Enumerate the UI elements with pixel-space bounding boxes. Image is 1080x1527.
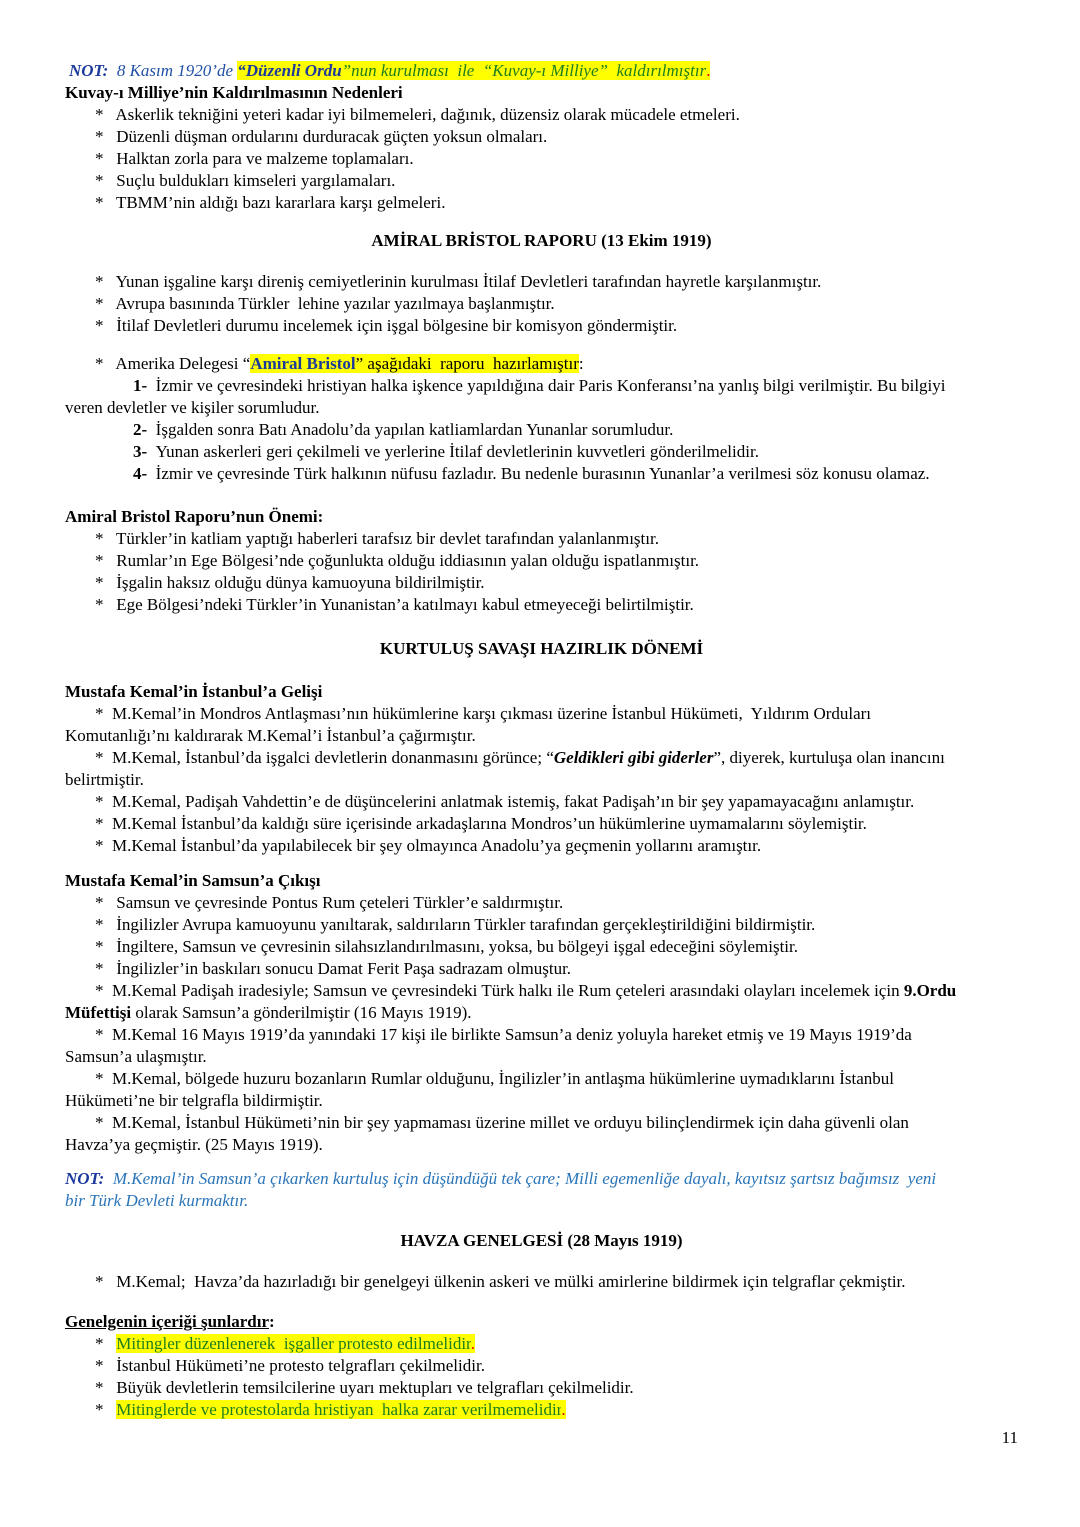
text-segment: * (95, 1025, 112, 1044)
paragraph-line (65, 1112, 1018, 1134)
text-segment: * (95, 171, 117, 190)
text-segment: * (95, 1113, 112, 1132)
continuation-line (65, 1190, 1018, 1212)
text-segment: Mitingler düzenlenerek işgaller protesto edilmelidir (116, 1334, 471, 1353)
bullet-item (65, 126, 1018, 148)
text-segment: * (95, 748, 112, 767)
text-segment: 9.Ordu (903, 981, 957, 1000)
subheading (65, 1311, 1018, 1333)
paragraph-line (65, 703, 1018, 725)
text-segment: belirtmiştir. (65, 770, 144, 789)
text-segment: ” aşağıdaki raporu hazırlamıştır (355, 354, 579, 373)
text-segment: İzmir ve çevresinde Türk halkının nüfusu fazladır. Bu nedenle burasının Yunanlar’a verilmesi söz konusu olamaz. (155, 464, 930, 483)
text-segment: KURTULUŞ SAVAŞI HAZIRLIK DÖNEMİ (379, 639, 704, 658)
bullet-item (65, 572, 1018, 594)
text-segment: veren devletler ve kişiler sorumludur. (65, 398, 320, 417)
text-segment: * (95, 105, 116, 124)
text-segment: 8 Kasım 1920’de (108, 61, 238, 80)
text-segment: * (95, 149, 117, 168)
text-segment: * (95, 893, 117, 912)
numbered-item (65, 419, 1018, 441)
paragraph-line (65, 835, 1018, 857)
text-segment: İngilizler’in baskıları sonucu Damat Ferit Paşa sadrazam olmuştur. (116, 959, 572, 978)
text-segment: Müfettişi (65, 1003, 132, 1022)
text-segment: . (561, 1400, 566, 1419)
text-segment: * (95, 193, 116, 212)
text-segment: * (95, 316, 117, 335)
text-segment: . (706, 61, 711, 80)
paragraph-line (65, 1068, 1018, 1090)
text-segment: Yunan işgaline karşı direniş cemiyetlerinin kurulması İtilaf Devletleri tarafından hayretle karşılanmıştır. (115, 272, 822, 291)
continuation-line (65, 1134, 1018, 1156)
text-segment: Türkler’in katliam yaptığı haberleri tarafsız bir devlet tarafından yalanlanmıştır. (115, 529, 659, 548)
text-segment: TBMM’nin aldığı bazı kararlara karşı gelmeleri. (115, 193, 446, 212)
text-segment: ”, diyerek, kurtuluşa olan inancını (713, 748, 945, 767)
bullet-item (65, 1399, 1018, 1421)
bullet-item (65, 594, 1018, 616)
text-segment: * (95, 1069, 112, 1088)
text-segment: AMİRAL BRİSTOL RAPORU (13 Ekim 1919) (371, 231, 712, 250)
text-segment: Halktan zorla para ve malzeme toplamaları. (116, 149, 414, 168)
bullet-item (65, 892, 1018, 914)
bullet-item (65, 914, 1018, 936)
paragraph-line (65, 747, 1018, 769)
bullet-item (65, 1377, 1018, 1399)
text-segment: Genelgenin içeriği şunlardır (65, 1312, 269, 1331)
text-segment: * (95, 915, 117, 934)
bullet-item (65, 170, 1018, 192)
text-segment: İngilizler Avrupa kamuoyunu yanıltarak, saldırıların Türkler tarafından gerçekleştirildiğini bildirmiştir. (116, 915, 816, 934)
text-segment: * (95, 294, 116, 313)
text-segment: M.Kemal, İstanbul’da işgalci devletlerin donanmasını görünce; “ (112, 748, 554, 767)
text-segment: İtilaf Devletleri durumu incelemek için işgal bölgesine bir komisyon göndermiştir. (116, 316, 678, 335)
text-segment: M.Kemal, bölgede huzuru bozanların Rumlar olduğunu, İngilizler’in antlaşma hükümlerine uymadıklarını İstanbul (112, 1069, 894, 1088)
bullet-item (65, 293, 1018, 315)
section-heading (65, 638, 1018, 660)
text-segment: 11 (1001, 1428, 1018, 1447)
section-heading (65, 1230, 1018, 1252)
text-segment: * (95, 1356, 117, 1375)
text-segment: NOT: (69, 61, 109, 80)
numbered-item (65, 375, 1018, 397)
paragraph-line (65, 980, 1018, 1002)
subheading (65, 82, 1018, 104)
subheading (65, 681, 1018, 703)
paragraph-line (65, 1024, 1018, 1046)
text-segment: “Düzenli Ordu (237, 61, 342, 80)
text-segment: ”nun kurulması ile “Kuvay-ı Milliye” kaldırılmıştır (341, 61, 707, 80)
text-segment: İzmir ve çevresindeki hristiyan halka işkence yapıldığına dair Paris Konferansı’na yanlış bilgi verilmiştir. Bu bilgiyi (155, 376, 946, 395)
paragraph-line (65, 813, 1018, 835)
text-segment: İstanbul Hükümeti’ne protesto telgrafları çekilmelidir. (116, 1356, 485, 1375)
text-segment: HAVZA GENELGESİ (28 Mayıs 1919) (400, 1231, 683, 1250)
text-segment: Mitinglerde ve protestolarda hristiyan halka zarar verilmemelidir (116, 1400, 562, 1419)
text-segment: M.Kemal; Havza’da hazırladığı bir genelgeyi ülkenin askeri ve mülki amirlerine bildirmek için telgraflar çekmiştir. (116, 1272, 906, 1291)
text-segment: * (95, 836, 112, 855)
continuation-line (65, 1046, 1018, 1068)
continuation-line (65, 397, 1018, 419)
text-segment: * (95, 704, 112, 723)
bullet-item (65, 104, 1018, 126)
continuation-line (65, 1090, 1018, 1112)
text-segment: 3- (133, 442, 156, 461)
text-segment: Düzenli düşman ordularını durduracak güçten yoksun olmaları. (116, 127, 548, 146)
text-segment: * (95, 551, 117, 570)
text-segment: Suçlu buldukları kimseleri yargılamaları. (116, 171, 396, 190)
text-segment: Avrupa basınında Türkler lehine yazılar yazılmaya başlanmıştır. (115, 294, 555, 313)
text-segment: M.Kemal, Padişah Vahdettin’e de düşüncelerini anlatmak istemiş, fakat Padişah’ın bir şey yapamayacağını anlamıştır. (112, 792, 915, 811)
bullet-item (65, 315, 1018, 337)
text-segment: M.Kemal’in Samsun’a çıkarken kurtuluş için düşündüğü tek çare; Milli egemenliğe dayalı, kayıtsız şartsız bağımsız yeni (104, 1169, 937, 1188)
text-segment: Samsun’a ulaşmıştır. (65, 1047, 207, 1066)
bullet-item (65, 550, 1018, 572)
text-segment: M.Kemal Padişah iradesiyle; Samsun ve çevresindeki Türk halkı ile Rum çeteleri arasındaki olayları incelemek için (112, 981, 904, 1000)
text-segment: * (95, 814, 112, 833)
text-segment: Samsun ve çevresinde Pontus Rum çeteleri Türkler’e saldırmıştır. (116, 893, 564, 912)
text-segment: : (269, 1312, 275, 1331)
text-segment: * (95, 529, 116, 548)
numbered-item (65, 441, 1018, 463)
text-segment: İşgalin haksız olduğu dünya kamuoyuna bildirilmiştir. (116, 573, 485, 592)
text-segment: Amerika Delegesi “ (115, 354, 251, 373)
text-segment: 1- (133, 376, 156, 395)
text-segment: Hükümeti’ne bir telgrafla bildirmiştir. (65, 1091, 323, 1110)
text-segment: Rumlar’ın Ege Bölgesi’nde çoğunlukta olduğu iddiasının yalan olduğu ispatlanmıştır. (116, 551, 700, 570)
text-segment: NOT: (65, 1169, 105, 1188)
continuation-line (65, 725, 1018, 747)
bullet-item (65, 271, 1018, 293)
text-segment: M.Kemal, İstanbul Hükümeti’nin bir şey yapmaması üzerine millet ve orduyu bilinçlendirmek için daha güvenli olan (112, 1113, 909, 1132)
text-segment: Kuvay-ı Milliye’nin Kaldırılmasının Nedenleri (65, 83, 403, 102)
text-segment: * (95, 1334, 117, 1353)
paragraph-line (65, 791, 1018, 813)
text-segment: Askerlik tekniğini yeteri kadar iyi bilmemeleri, dağınık, düzensiz olarak mücadele etmeleri. (115, 105, 740, 124)
text-segment: Büyük devletlerin temsilcilerine uyarı mektupları ve telgrafları çekilmelidir. (116, 1378, 634, 1397)
text-segment: * (95, 1400, 117, 1419)
page-number (65, 1427, 1018, 1449)
text-segment: 4- (133, 464, 156, 483)
bullet-item (65, 1333, 1018, 1355)
text-segment: * (95, 1378, 117, 1397)
text-segment: * (95, 1272, 117, 1291)
subheading (65, 870, 1018, 892)
text-segment: * (95, 981, 112, 1000)
text-segment: M.Kemal İstanbul’da kaldığı süre içerisinde arkadaşlarına Mondros’un hükümlerine uymamalarını söylemiştir. (112, 814, 867, 833)
text-segment: Ege Bölgesi’ndeki Türkler’in Yunanistan’a katılmayı kabul etmeyeceği belirtilmiştir. (116, 595, 694, 614)
bullet-item (65, 1271, 1018, 1293)
text-segment: Yunan askerleri geri çekilmeli ve yerlerine İtilaf devletlerinin kuvvetleri gönderilmelidir. (155, 442, 759, 461)
bullet-item (65, 528, 1018, 550)
text-segment: * (95, 573, 117, 592)
subheading (65, 506, 1018, 528)
bullet-item (65, 1355, 1018, 1377)
text-segment: * (95, 127, 117, 146)
continuation-line (65, 769, 1018, 791)
text-segment: Havza’ya geçmiştir. (25 Mayıs 1919). (65, 1135, 323, 1154)
text-segment: Mustafa Kemal’in İstanbul’a Gelişi (65, 682, 323, 701)
text-segment: Komutanlığı’nı kaldırarak M.Kemal’i İstanbul’a çağırmıştır. (65, 726, 476, 745)
text-segment: * (95, 595, 117, 614)
text-segment: M.Kemal İstanbul’da yapılabilecek bir şey olmayınca Anadolu’ya geçmenin yollarını aramıştır. (112, 836, 762, 855)
text-segment: M.Kemal 16 Mayıs 1919’da yanındaki 17 kişi ile birlikte Samsun’a deniz yoluyla hareket etmiş ve 19 Mayıs 1919’da (112, 1025, 912, 1044)
text-segment: M.Kemal’in Mondros Antlaşması’nın hükümlerine karşı çıkması üzerine İstanbul Hükümeti, Yıldırım Orduları (112, 704, 872, 723)
text-segment: . (470, 1334, 476, 1353)
text-segment: 2- (133, 420, 156, 439)
text-segment: olarak Samsun’a gönderilmiştir (16 Mayıs 1919). (131, 1003, 472, 1022)
bullet-item (65, 353, 1018, 375)
bullet-item (65, 192, 1018, 214)
section-heading (65, 230, 1018, 252)
text-segment: * (95, 354, 116, 373)
text-segment: Amiral Bristol Raporu’nun Önemi: (65, 507, 324, 526)
bullet-item (65, 148, 1018, 170)
continuation-line (65, 1002, 1018, 1024)
note (65, 1168, 1018, 1190)
text-segment: * (95, 272, 116, 291)
text-segment: * (95, 792, 112, 811)
numbered-item (65, 463, 1018, 485)
text-segment: Geldikleri gibi giderler (553, 748, 714, 767)
text-segment: * (95, 937, 117, 956)
note (65, 60, 1018, 82)
bullet-item (65, 936, 1018, 958)
text-segment: İşgalden sonra Batı Anadolu’da yapılan katliamlardan Yunanlar sorumludur. (155, 420, 674, 439)
text-segment: : (578, 354, 584, 373)
text-segment: * (95, 959, 117, 978)
text-segment: bir Türk Devleti kurmaktır. (65, 1191, 249, 1210)
text-segment: İngiltere, Samsun ve çevresinin silahsızlandırılmasını, yoksa, bu bölgeyi işgal edeceğini söylemiştir. (116, 937, 799, 956)
text-segment: Mustafa Kemal’in Samsun’a Çıkışı (65, 871, 321, 890)
text-segment: Amiral Bristol (250, 354, 356, 373)
bullet-item (65, 958, 1018, 980)
